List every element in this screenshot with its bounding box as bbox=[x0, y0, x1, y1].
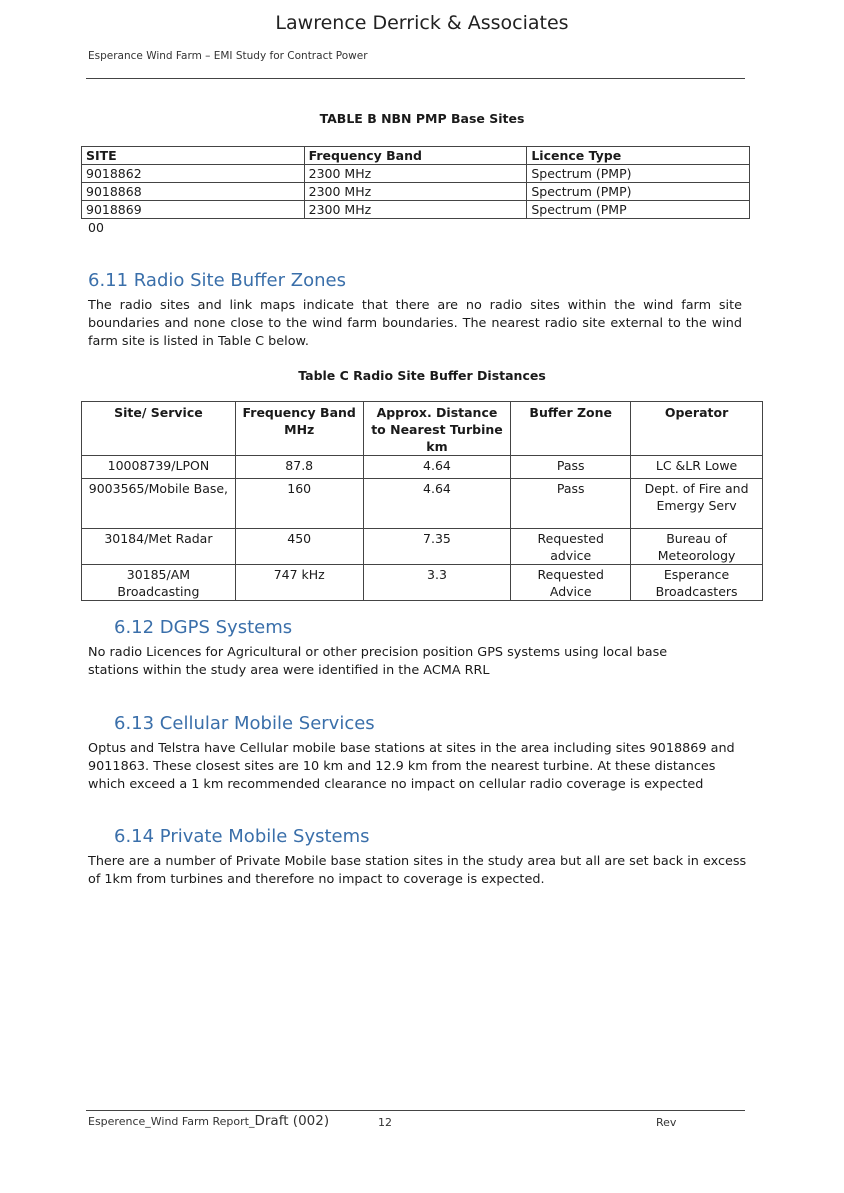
section-body-6-13: Optus and Telstra have Cellular mobile base stations at sites in the area including sites 9018869 and 9011863. These closest sites are 10 km and 12.9 km from the nearest turbine. At these distances which exceed a 1 km recommended clearance no impact on cellular radio coverage is expected bbox=[88, 741, 735, 792]
column-header: SITE bbox=[82, 147, 305, 165]
table-cell: 4.64 bbox=[363, 456, 511, 479]
section-heading-6-12: 6.12 DGPS Systems bbox=[114, 617, 293, 638]
table-row bbox=[82, 529, 763, 565]
footer-draft-label: Draft (002) bbox=[254, 1113, 330, 1129]
table-header-row bbox=[82, 147, 750, 165]
table-cell: 3.3 bbox=[363, 565, 511, 601]
table-cell: Spectrum (PMP) bbox=[527, 183, 750, 201]
table-cell: 4.64 bbox=[363, 479, 511, 529]
section-heading-6-11: 6.11 Radio Site Buffer Zones bbox=[88, 270, 346, 291]
table-cell: Requested advice bbox=[511, 529, 631, 565]
column-header: Approx. Distance to Nearest Turbine km bbox=[363, 402, 511, 456]
section-body-6-11: The radio sites and link maps indicate that there are no radio sites within the wind farm site boundaries and none close to the wind farm boundaries. The nearest radio site external to the wind farm site is listed in Table C below. bbox=[88, 298, 742, 349]
table-cell: 10008739/LPON bbox=[82, 456, 236, 479]
table-cell: LC &LR Lowe bbox=[631, 456, 763, 479]
table-row bbox=[82, 201, 750, 219]
column-header: Buffer Zone bbox=[511, 402, 631, 456]
company-name: Lawrence Derrick & Associates bbox=[275, 12, 569, 34]
section-heading-6-14: 6.14 Private Mobile Systems bbox=[114, 826, 370, 847]
table-header-row bbox=[82, 402, 763, 456]
table-cell: Requested Advice bbox=[511, 565, 631, 601]
table-cell: 9018869 bbox=[82, 201, 305, 219]
table-b-caption: TABLE B NBN PMP Base Sites bbox=[319, 111, 525, 126]
footer-document-name bbox=[88, 1113, 329, 1129]
table-cell: Pass bbox=[511, 479, 631, 529]
table-cell: 9003565/Mobile Base, bbox=[82, 479, 236, 529]
table-cell: Spectrum (PMP bbox=[527, 201, 750, 219]
column-header: Frequency Band MHz bbox=[235, 402, 363, 456]
column-header: Frequency Band bbox=[304, 147, 527, 165]
table-row bbox=[82, 456, 763, 479]
table-cell: 2300 MHz bbox=[304, 165, 527, 183]
table-cell: 2300 MHz bbox=[304, 201, 527, 219]
header-rule bbox=[86, 78, 745, 79]
table-cell: 9018868 bbox=[82, 183, 305, 201]
table-cell: 30185/AM Broadcasting bbox=[82, 565, 236, 601]
table-cell: 30184/Met Radar bbox=[82, 529, 236, 565]
table-c bbox=[81, 401, 763, 601]
column-header: Site/ Service bbox=[82, 402, 236, 456]
table-b-note: 00 bbox=[88, 220, 104, 235]
table-row bbox=[82, 165, 750, 183]
table-c-caption: Table C Radio Site Buffer Distances bbox=[298, 368, 546, 383]
footer-rule bbox=[86, 1110, 745, 1111]
table-b bbox=[81, 146, 750, 219]
column-header: Licence Type bbox=[527, 147, 750, 165]
table-cell: 450 bbox=[235, 529, 363, 565]
column-header: Operator bbox=[631, 402, 763, 456]
table-cell: Dept. of Fire and Emergy Serv bbox=[631, 479, 763, 529]
table-cell: 160 bbox=[235, 479, 363, 529]
table-cell: Esperance Broadcasters bbox=[631, 565, 763, 601]
page-number: 12 bbox=[378, 1116, 392, 1129]
footer-rev: Rev bbox=[656, 1116, 677, 1129]
table-cell: 2300 MHz bbox=[304, 183, 527, 201]
section-body-6-14: There are a number of Private Mobile base station sites in the study area but all are set back in excess of 1km from turbines and therefore no impact to coverage is expected. bbox=[88, 854, 747, 887]
document-subtitle: Esperance Wind Farm – EMI Study for Contract Power bbox=[88, 50, 368, 62]
table-cell: 7.35 bbox=[363, 529, 511, 565]
table-cell: Pass bbox=[511, 456, 631, 479]
table-row bbox=[82, 565, 763, 601]
table-cell: Bureau of Meteorology bbox=[631, 529, 763, 565]
footer-doc-name: Esperence_Wind Farm Report_ bbox=[88, 1115, 255, 1128]
table-row bbox=[82, 183, 750, 201]
table-cell: 9018862 bbox=[82, 165, 305, 183]
table-row bbox=[82, 479, 763, 529]
table-cell: Spectrum (PMP) bbox=[527, 165, 750, 183]
table-cell: 747 kHz bbox=[235, 565, 363, 601]
table-cell: 87.8 bbox=[235, 456, 363, 479]
section-heading-6-13: 6.13 Cellular Mobile Services bbox=[114, 713, 375, 734]
section-body-6-12: No radio Licences for Agricultural or other precision position GPS systems using local base stations within the study area were identified in the ACMA RRL bbox=[88, 645, 668, 678]
